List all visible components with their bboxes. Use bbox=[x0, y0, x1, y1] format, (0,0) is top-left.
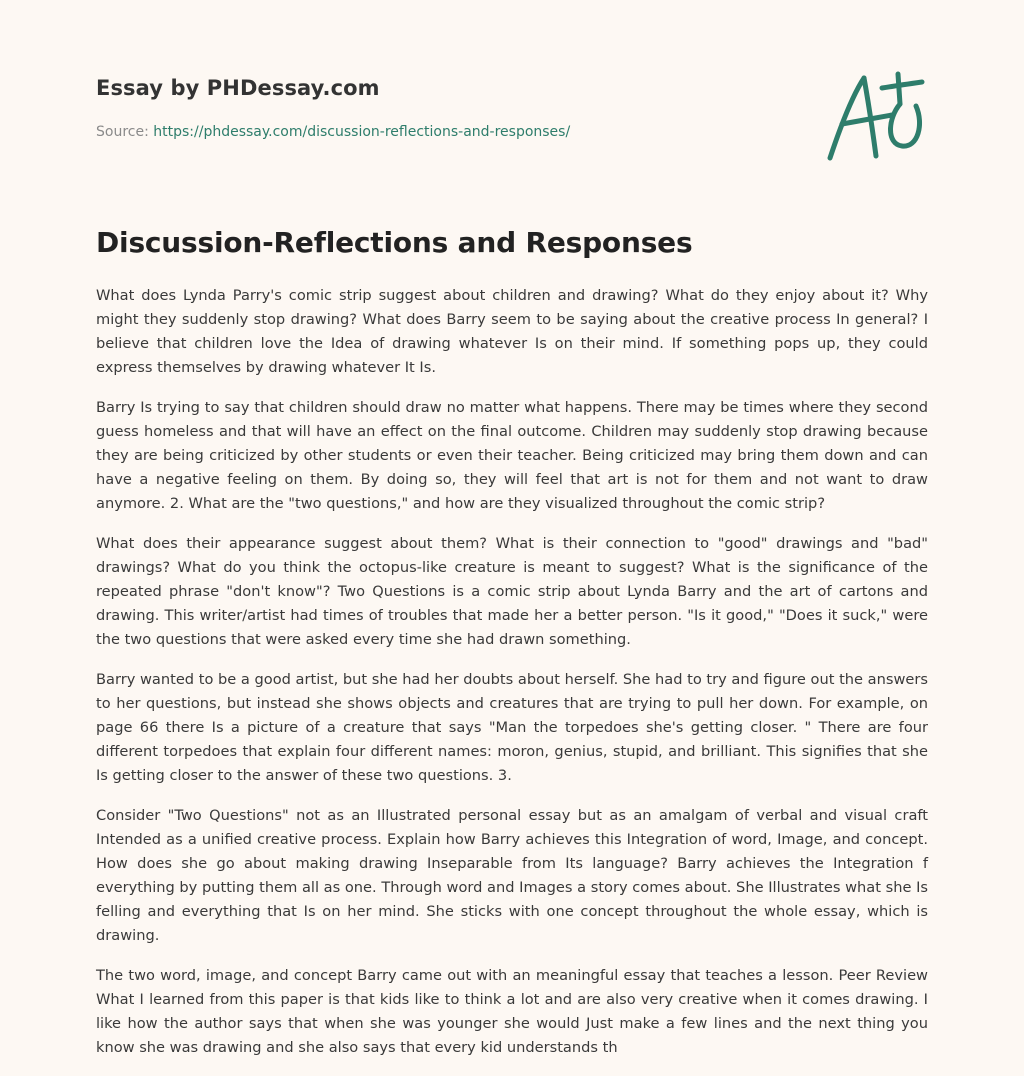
essay-paragraph: What does their appearance suggest about them? What is their connection to "good" drawings and "bad" drawings? What do you think the octopus-like creature is meant to suggest? What is the significance of the repeated phrase "don't know"? Two Questions is a comic strip about Lynda Barry and the art of cartons and drawing. This writer/artist had times of troubles that made her a better person. "Is it good," "Does it suck," were the two questions that were asked every time she had drawn something. bbox=[96, 535, 928, 648]
source-label: Source: bbox=[96, 124, 154, 140]
a-plus-logo-icon bbox=[818, 66, 930, 166]
essay-paragraph: Consider "Two Questions" not as an Illustrated personal essay but as an amalgam of verbal and visual craft Intended as a unified creative process. Explain how Barry achieves this Integration of word, Image, and concept. How does she go about making drawing Inseparable from Its language? Barry achieves the Integration f everything by putting them all as one. Through word and Images a story comes about. She Illustrates what she Is felling and everything that Is on her mind. She sticks with one concept throughout the whole essay, which is drawing. bbox=[96, 807, 928, 944]
brand-title: Essay by PHDessay.com bbox=[96, 76, 380, 100]
essay-paragraph: What does Lynda Parry's comic strip suggest about children and drawing? What do they enjoy about it? Why might they suddenly stop drawing? What does Barry seem to be saying about the creative process In general? I believe that children love the Idea of drawing whatever Is on their mind. If something pops up, they could express themselves by drawing whatever It Is. bbox=[96, 287, 928, 376]
essay-paragraph: Barry Is trying to say that children should draw no matter what happens. There may be times where they second guess homeless and that will have an effect on the final outcome. Children may suddenly stop drawing because they are being criticized by other students or even their teacher. Being criticized may bring them down and can have a negative feeling on them. By doing so, they will feel that art is not for them and not want to draw anymore. 2. What are the "two questions," and how are they visualized throughout the comic strip? bbox=[96, 399, 928, 512]
essay-title: Discussion-Reflections and Responses bbox=[96, 226, 693, 259]
source-line bbox=[96, 124, 570, 140]
essay-paragraph: The two word, image, and concept Barry came out with an meaningful essay that teaches a lesson. Peer Review What I learned from this paper is that kids like to think a lot and are also very creative when it comes drawing. I like how the author says that when she was younger she would Just make a few lines and the next thing you know she was drawing and she also says that every kid understands th bbox=[96, 967, 928, 1056]
source-link[interactable]: https://phdessay.com/discussion-reflections-and-responses/ bbox=[153, 124, 571, 140]
essay-body bbox=[96, 284, 928, 1076]
essay-paragraph: Barry wanted to be a good artist, but she had her doubts about herself. She had to try and figure out the answers to her questions, but instead she shows objects and creatures that are trying to pull her down. For example, on page 66 there Is a picture of a creature that says "Man the torpedoes she's getting closer. " There are four different torpedoes that explain four different names: moron, genius, stupid, and brilliant. This signifies that she Is getting closer to the answer of these two questions. 3. bbox=[96, 671, 928, 784]
